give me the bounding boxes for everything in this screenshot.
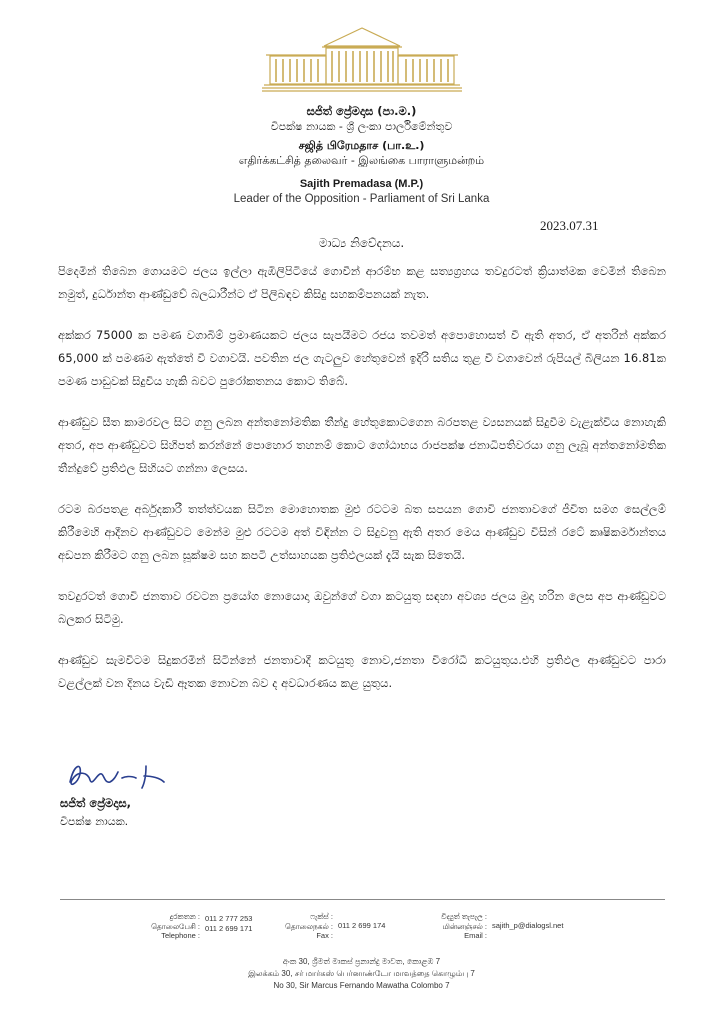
address-english: No 30, Sir Marcus Fernando Mawatha Colombo 7 [273, 981, 450, 990]
fax-value [338, 921, 385, 931]
header-title-tamil: எதிர்க்கட்சித் தலைவர் - இலங்கை பாராளுமன்றம் [238, 154, 485, 167]
header-name-sinhala: සජිත් ප්‍රේමදාස (පා.ම.) [306, 104, 417, 118]
phone-number: 011 2 777 253 [205, 914, 253, 923]
fax-label-ta: தொலைநகல் : [285, 921, 333, 931]
signature-icon [60, 758, 210, 798]
paragraph: පිදෙමින් තිබෙන ගොයමට ජලය ඉල්ලා ඇඹිලිපිටියේ ගොවීන් ආරම්භ කළ සත්‍යග්‍රහය තවදුරටත් ක්‍රියාත්මක වෙමින් තිබෙන නමුත්, දුර්ධාන්ත ආණ්ඩුවේ බලධාරීන්ට ඒ පිලිබඳව කිසිදු සහකම්පනයක් නැත. [58, 264, 666, 301]
header-title-english: Leader of the Opposition - Parliament of Sri Lanka [233, 193, 490, 205]
fax-labels [270, 912, 333, 941]
paragraph: ආණ්ඩුව සීත කාමරවල සිට ගනු ලබන අන්තනෝමතික තීන්දු හේතුකොටගෙන බරපතළ ව්‍යසනයක් සිදුවීම වැළැක්විය නොහැකි අතර, අප ආණ්ඩුවට සිහිපත් කරන්නේ පොහොර තහනම් කොට ගෝඨාභය රාජපක්ෂ ජනාධිපතිවරයා ගනු ලැබූ අන්තනෝමතික තීන්දුවේ ප්‍රතිඵල සිහියට ගන්නා ලෙසය. [58, 415, 666, 475]
phone-values [205, 914, 252, 933]
phone-number: 011 2 699 171 [205, 923, 253, 933]
header-title-sinhala: විපක්ෂ නායක - ශ්‍රී ලංකා පාර්ලිමේන්තුව [270, 120, 453, 133]
parliament-logo-icon [262, 24, 462, 94]
fax-label-en: Fax : [316, 931, 333, 940]
letter-body [58, 260, 666, 713]
email-label-ta: மின்னஞ்சல் : [442, 921, 487, 931]
email-value [492, 921, 563, 931]
address-sinhala: අංක 30, ශ්‍රීමත් මාකස් ප්‍රනාන්දු මාවත, කොළඹ 7 [282, 957, 441, 966]
footer-divider [60, 899, 665, 900]
phone-label-si: දුරකතන : [169, 912, 200, 921]
paragraph: ආණ්ඩුව සැමවිටම සිදුකරමින් සිටින්නේ ජනතාවාදී කටයුතු නොව,ජනතා විරෝධී කටයුතුය.එහි ප්‍රතිඵල ආණ්ඩුවට පාරා වළල්ලක් වන දිනය වැඩි ඈතක නොවන බව ද අවධාරණය කළ යුතුය. [58, 653, 666, 690]
phone-label-ta: தொலைபேசி : [151, 921, 200, 931]
header-name-tamil: சஜித் பிரேமதாச (பா.உ.) [298, 139, 425, 152]
paragraph: අක්කර 75000 ක පමණ වගාබිම් ප්‍රමාණයකට ජලය සැපයීමට රජය තවමත් අපොහොසත් වී ඇති අතර, ඒ අතරින් අක්කර 65,000 ක් පමණම ඇත්තේ වී වගාවයි. පවතින ජල ගැටලුව හේතුවෙන් ඉදිරි සතිය තුළ වී වගාවෙන් රුපියල් බිලියන 16.81ක පමණ පාඩුවක් සිදුවිය හැකි බවට පුරෝකතනය කොට තිබේ. [58, 328, 666, 388]
email-label-en: Email : [464, 931, 487, 940]
phone-labels [140, 912, 200, 941]
fax-label-si: ෆැක්ස් : [310, 912, 333, 921]
signatory-name: සජිත් ප්‍රේමදාස, [60, 796, 132, 810]
letter-date: 2023.07.31 [540, 218, 599, 233]
paragraph: රටම බරපතළ අර්බුදකාරී තත්ත්වයක සිටින මොහොතක මුළු රටටම බත සපයන ගොවි ජනතාවගේ ජීවිත සමග සෙල්ලම් කිරීමෙහි ආදීනව ආණ්ඩුවට මෙන්ම මුළු රටටම අත් විඳින්න ට සිදුවනු ඇති අතර මෙය ආණ්ඩුව විසින් රටේ කෘෂිකර්මාන්තය අඩපන කිරීමට ගනු ලබන සූක්ෂම සහ කපටි උත්සාහයක ප්‍රතිඵලයක් දැයි සැක සිතෙයි. [58, 502, 666, 562]
email-address[interactable]: sajith_p@dialogsl.net [492, 921, 564, 930]
header-name-english: Sajith Premadasa (M.P.) [299, 178, 424, 190]
signatory-title: විපක්ෂ නායක. [60, 815, 129, 828]
phone-label-en: Telephone : [161, 931, 200, 940]
email-label-si: විද්‍යුත් තැපැල : [441, 912, 487, 921]
paragraph: තවදුරටත් ගොවි ජනතාව රවටන ප්‍රයෝග නොයොදා ඔවුන්ගේ වගා කටයුතු සඳහා අවශ්‍ය ජලය මුදා හරින ලෙස අප ආණ්ඩුවට බලකර සිටිමු. [58, 589, 666, 626]
fax-number: 011 2 699 174 [338, 921, 386, 930]
address-tamil: இலக்கம் 30, சர் மார்கஸ் பெர்னாண்டோ மாவத்தை கொழும்பு 7 [248, 969, 475, 978]
letter-subject: මාධ්‍ය නිවේදනය. [318, 236, 405, 250]
email-labels [415, 912, 487, 941]
